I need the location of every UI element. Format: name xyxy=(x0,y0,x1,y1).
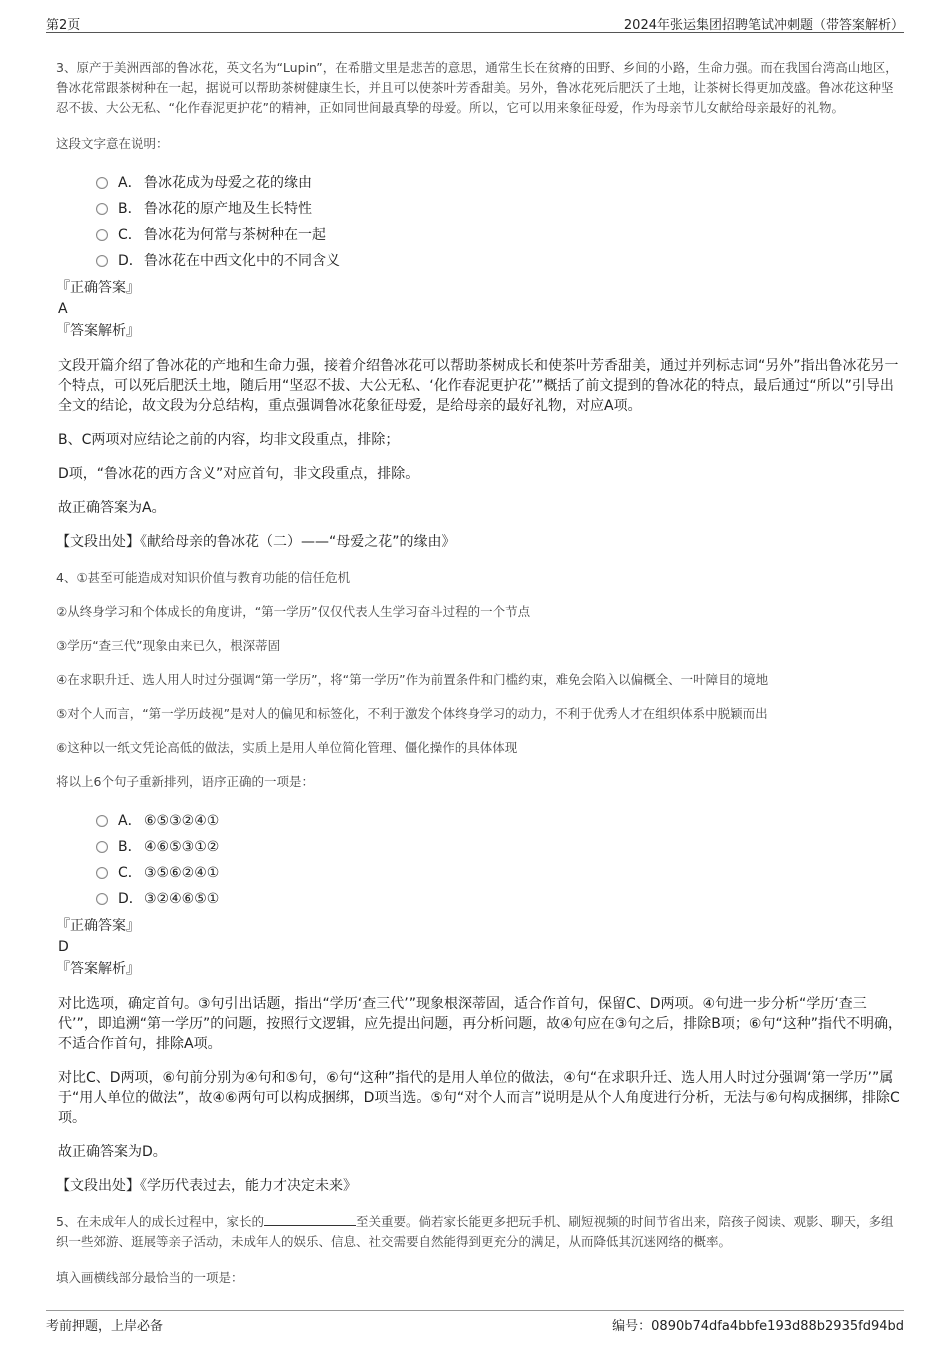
analysis-paragraph: 对比C、D两项，⑥句前分别为④句和⑤句，⑥句“这种”指代的是用人单位的做法，④句“在求职升迁、选人用人时过分强调‘第一学历’”属于“用人单位的做法”，故④⑥两句可以构成捆绑，D项当选。⑤句“对个人而言”说明是从个人角度进行分析，无法与⑥句构成捆绑，排除C项。 xyxy=(58,1070,900,1126)
radio-icon[interactable] xyxy=(96,867,108,879)
option-a[interactable]: A． 鲁冰花成为母爱之花的缘由 xyxy=(96,170,902,196)
footer-slogan: 考前押题，上岸必备 xyxy=(46,1319,164,1334)
radio-icon[interactable] xyxy=(96,815,108,827)
answer-label: 『正确答案』 xyxy=(56,280,140,296)
passage-source: 【文段出处】《献给母亲的鲁冰花（二）——“母爱之花”的缘由》 xyxy=(56,534,456,550)
radio-icon[interactable] xyxy=(96,841,108,853)
sentence: ③学历“查三代”现象由来已久，根深蒂固 xyxy=(56,638,281,653)
answer-value: D xyxy=(58,939,69,955)
sentence: 4、①甚至可能造成对知识价值与教育功能的信任危机 xyxy=(56,570,351,585)
answer-value: A xyxy=(58,301,68,317)
option-d[interactable]: D． 鲁冰花在中西文化中的不同含义 xyxy=(96,248,902,274)
analysis-paragraph: 故正确答案为D。 xyxy=(58,1144,167,1160)
question-text: 5、在未成年人的成长过程中，家长的 至关重要。倘若家长能更多把玩手机、刷短视频的时间节省出来，陪孩子阅读、观影、聊天，多组织一些郊游、逛展等亲子活动，未成年人的娱乐、信息、社交需要自然能得到更充分的满足，从而降低其沉迷网络的概率。 xyxy=(56,1214,894,1249)
analysis-label: 『答案解析』 xyxy=(56,961,140,977)
analysis-body xyxy=(58,994,902,1162)
radio-icon[interactable] xyxy=(96,229,108,241)
radio-icon[interactable] xyxy=(96,203,108,215)
page-footer xyxy=(46,1310,904,1337)
analysis-label: 『答案解析』 xyxy=(56,323,140,339)
page-header xyxy=(46,14,904,33)
analysis-paragraph: 对比选项，确定首句。③句引出话题，指出“学历‘查三代’”现象根深蒂固，适合作首句，保留C、D两项。④句进一步分析“学历‘查三代’”，即追溯“第一学历”的问题，按照行文逻辑，应先提出问题，再分析问题，故④句应在③句之后，排除B项；⑥句“这种”指代不明确，不适合作首句，排除A项。 xyxy=(58,996,902,1052)
question-text: 3、原产于美洲西部的鲁冰花，英文名为“Lupin”，在希腊文里是悲苦的意思，通常生长在贫瘠的田野、乡间的小路，生命力强。而在我国台湾高山地区，鲁冰花常跟茶树种在一起，据说可以帮助茶树健康生长，并且可以使茶叶芳香甜美。另外，鲁冰花死后肥沃了土地，让茶树长得更加茂盛。鲁冰花这种坚忍不拔、大公无私、“化作春泥更护花”的精神，正如同世间最真挚的母爱。所以，它可以用来象征母爱，作为母亲节儿女献给母亲最好的礼物。 xyxy=(56,60,898,115)
option-d[interactable]: D． ③②④⑥⑤① xyxy=(96,886,902,912)
analysis-paragraph: 文段开篇介绍了鲁冰花的产地和生命力强，接着介绍鲁冰花可以帮助茶树成长和使茶叶芳香甜美，通过并列标志词“另外”指出鲁冰花另一个特点，可以死后肥沃土地，随后用“坚忍不拔、大公无私、‘化作春泥更护花’”概括了前文提到的鲁冰花的特点，最后通过“所以”引导出全文的结论，故文段为分总结构，重点强调鲁冰花象征母爱，是给母亲的最好礼物，对应A项。 xyxy=(58,358,899,414)
sentence: ⑤对个人而言，“第一学历歧视”是对人的偏见和标签化，不利于激发个体终身学习的动力，不利于优秀人才在组织体系中脱颖而出 xyxy=(56,706,768,721)
answer-label: 『正确答案』 xyxy=(56,918,140,934)
question-4 xyxy=(56,568,902,1196)
page-content xyxy=(56,58,902,1304)
option-b[interactable]: B． 鲁冰花的原产地及生长特性 xyxy=(96,196,902,222)
question-prompt: 将以上6个句子重新排列，语序正确的一项是： xyxy=(56,774,314,789)
analysis-body xyxy=(58,356,902,518)
sentence: ④在求职升迁、选人用人时过分强调“第一学历”，将“第一学历”作为前置条件和门槛约束，难免会陷入以偏概全、一叶障目的境地 xyxy=(56,672,769,687)
option-c[interactable]: C． ③⑤⑥②④① xyxy=(96,860,902,886)
analysis-paragraph: 故正确答案为A。 xyxy=(58,500,166,516)
option-list xyxy=(96,808,902,912)
page-number: 第2页 xyxy=(46,18,81,33)
radio-icon[interactable] xyxy=(96,893,108,905)
document-id: 编号：0890b74dfa4bbfe193d88b2935fd94bd xyxy=(612,1319,904,1334)
document-title: 2024年张运集团招聘笔试冲刺题（带答案解析） xyxy=(623,18,904,33)
option-c[interactable]: C． 鲁冰花为何常与茶树种在一起 xyxy=(96,222,902,248)
sentence: ⑥这种以一纸文凭论高低的做法，实质上是用人单位简化管理、僵化操作的具体体现 xyxy=(56,740,518,755)
option-b[interactable]: B． ④⑥⑤③①② xyxy=(96,834,902,860)
passage-source: 【文段出处】《学历代表过去，能力才决定未来》 xyxy=(56,1178,357,1194)
option-a[interactable]: A． ⑥⑤③②④① xyxy=(96,808,902,834)
radio-icon[interactable] xyxy=(96,177,108,189)
radio-icon[interactable] xyxy=(96,255,108,267)
option-list xyxy=(96,170,902,274)
sentence: ②从终身学习和个体成长的角度讲，“第一学历”仅仅代表人生学习奋斗过程的一个节点 xyxy=(56,604,531,619)
analysis-paragraph: B、C两项对应结论之前的内容，均非文段重点，排除； xyxy=(58,432,400,448)
fill-in-blank xyxy=(264,1213,356,1226)
question-5 xyxy=(56,1212,902,1288)
question-prompt: 这段文字意在说明： xyxy=(56,136,169,151)
question-prompt: 填入画横线部分最恰当的一项是： xyxy=(56,1270,244,1285)
analysis-paragraph: D项，“鲁冰花的西方含义”对应首句，非文段重点，排除。 xyxy=(58,466,420,482)
question-3 xyxy=(56,58,902,552)
